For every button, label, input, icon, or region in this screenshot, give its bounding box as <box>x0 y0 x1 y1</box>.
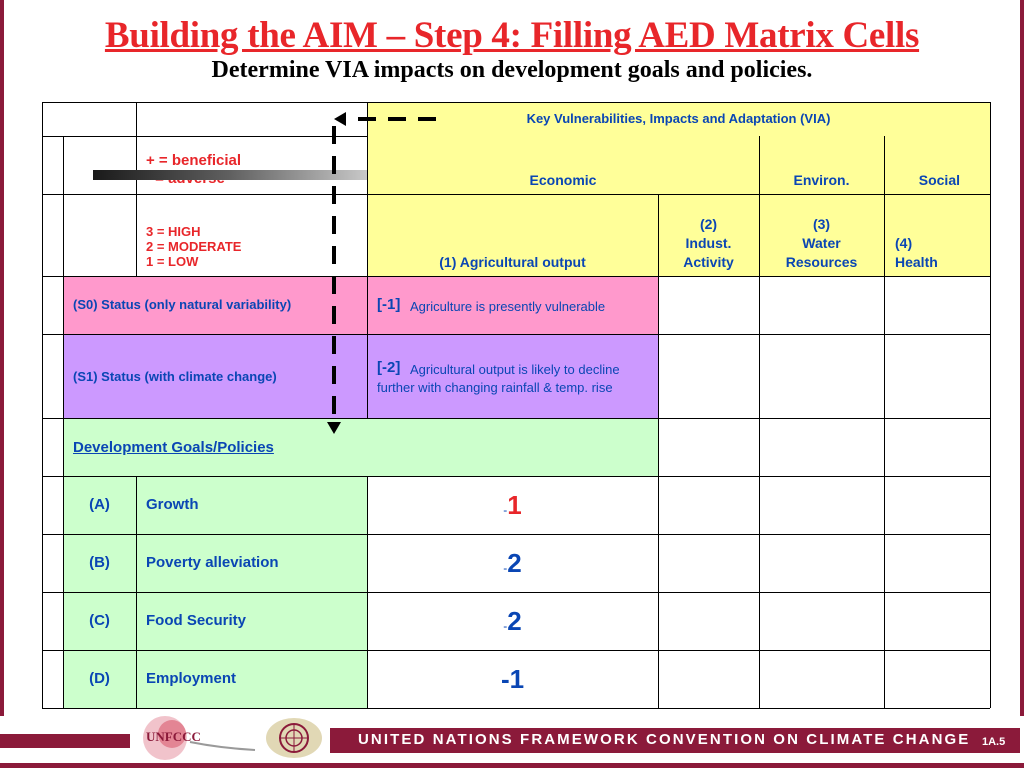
col-water-num: (3) <box>812 216 831 232</box>
goal-d-id: (D) <box>89 670 110 687</box>
s0-code: [-1] <box>377 296 401 313</box>
goal-d-value: -1 <box>500 664 525 694</box>
unfccc-logo <box>120 712 270 762</box>
goal-b-sign: - <box>503 561 508 575</box>
development-goals-heading: Development Goals/Policies <box>73 439 274 456</box>
scale-low: 1 = LOW <box>146 254 199 269</box>
economic-header: Economic <box>529 172 597 188</box>
gradient-bar <box>93 170 367 180</box>
arrow-head-down-icon <box>327 422 341 434</box>
goal-a-value: 1 <box>507 490 522 520</box>
goal-b-name: Poverty alleviation <box>146 554 279 571</box>
col-indust-a: Indust. <box>685 235 732 251</box>
s1-code: [-2] <box>377 359 401 376</box>
goal-b-id: (B) <box>89 554 110 571</box>
col-health-a: Health <box>895 254 938 270</box>
goal-c-id: (C) <box>89 612 110 629</box>
bottom-border <box>0 763 1024 768</box>
col-agricultural-output: (1) Agricultural output <box>439 254 586 270</box>
s1-description-b: further with changing rainfall & temp. rise <box>377 380 613 395</box>
un-emblem-icon <box>264 716 324 760</box>
slide-subtitle: Determine VIA impacts on development goals and policies. <box>211 57 813 83</box>
col-health-num: (4) <box>895 235 913 251</box>
slide-number: 1A.5 <box>982 736 1006 748</box>
via-header: Key Vulnerabilities, Impacts and Adaptation (VIA) <box>526 111 831 126</box>
goal-c-value: 2 <box>507 606 522 636</box>
goal-d-name: Employment <box>146 670 237 687</box>
col-water-b: Resources <box>785 254 858 270</box>
goal-a-name: Growth <box>146 496 199 513</box>
goal-c-name: Food Security <box>146 612 247 629</box>
goal-a-sign: - <box>503 503 508 517</box>
goal-c-sign: - <box>503 619 508 633</box>
unfccc-logo-text: UNFCCC <box>146 729 201 744</box>
s1-description-a: Agricultural output is likely to decline <box>410 362 620 377</box>
social-header: Social <box>918 172 960 188</box>
scale-moderate: 2 = MODERATE <box>146 239 242 254</box>
legend-beneficial: + = beneficial <box>146 152 242 169</box>
goal-a-id: (A) <box>89 496 110 513</box>
s0-description: Agriculture is presently vulnerable <box>410 299 606 314</box>
goal-b-value: 2 <box>507 548 522 578</box>
scale-high: 3 = HIGH <box>146 224 201 239</box>
footer-band-left <box>0 734 130 748</box>
col-indust-num: (2) <box>699 216 718 232</box>
slide-title: Building the AIM – Step 4: Filling AED Matrix Cells <box>104 15 920 56</box>
col-indust-b: Activity <box>683 254 734 270</box>
environ-header: Environ. <box>793 172 850 188</box>
footer-org-name: UNITED NATIONS FRAMEWORK CONVENTION ON CLIMATE CHANGE <box>358 731 971 748</box>
s0-status-label: (S0) Status (only natural variability) <box>73 297 292 312</box>
col-water-a: Water <box>802 235 841 251</box>
s1-status-label: (S1) Status (with climate change) <box>73 369 277 384</box>
arrow-head-left-icon <box>334 112 346 126</box>
